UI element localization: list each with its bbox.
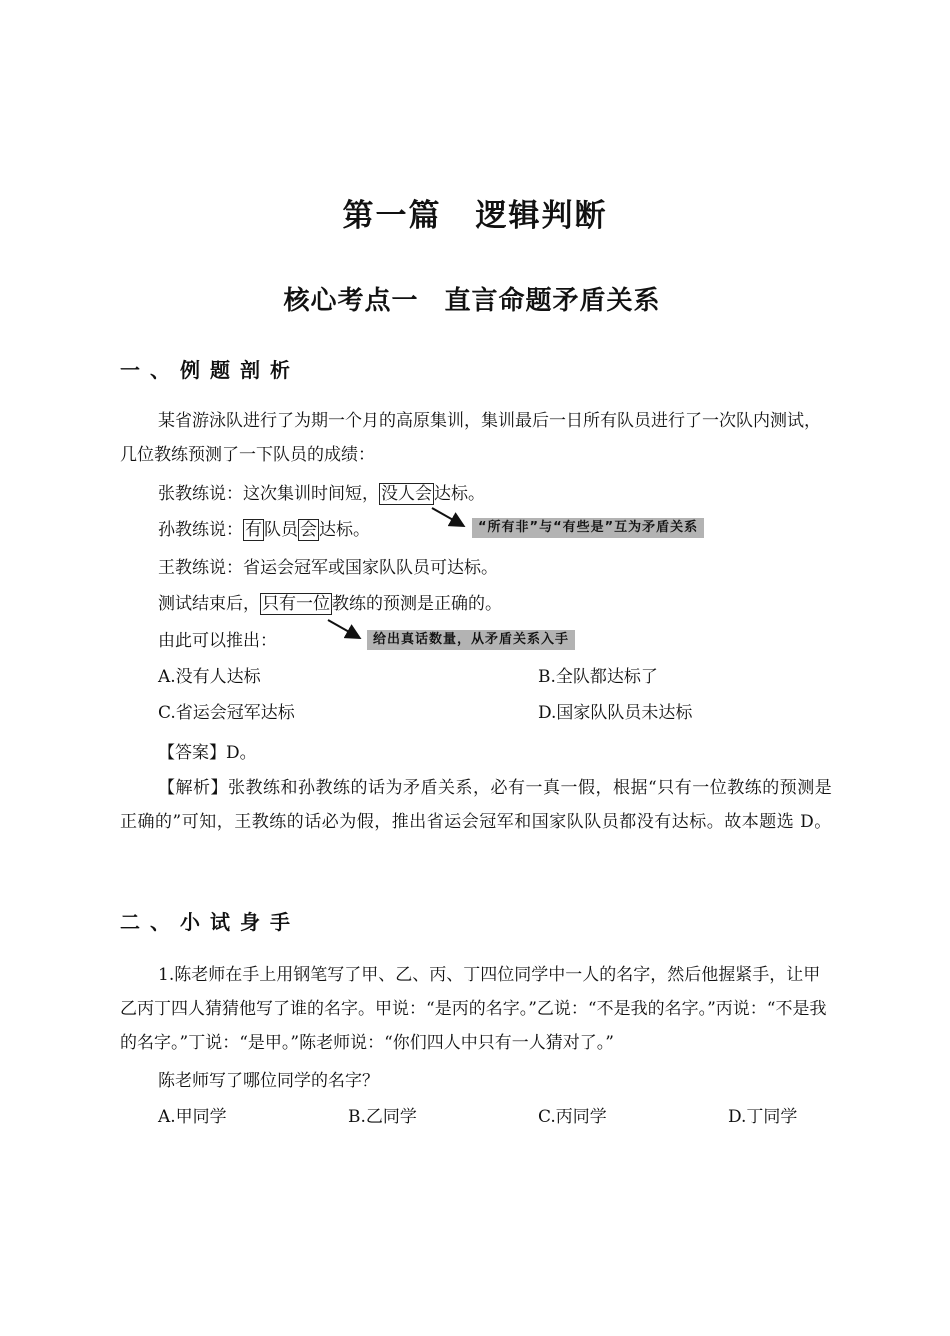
- practice-ask: 陈老师写了哪位同学的名字？: [158, 1071, 379, 1091]
- highlight-box-will: 会: [300, 520, 317, 540]
- practice-option-b: B.乙同学: [348, 1107, 417, 1127]
- arrow-icon-note1: [430, 505, 470, 531]
- practice-question: 1.陈老师在手上用钢笔写了甲、乙、丙、丁四位同学中一人的名字，然后他握紧手，让甲乙丙丁四人猜猜他写了谁的名字。甲说：“是丙的名字。”乙说：“不是我的名字。”丙说：“不是我的名字。”丁说：“是甲。”陈老师说：“你们四人中只有一人猜对了。”: [120, 965, 827, 1053]
- highlight-box-no-one: 没人会: [381, 484, 432, 504]
- analysis: 【解析】张教练和孙教练的话为矛盾关系，必有一真一假，根据“只有一位教练的预测是正确的”可知，王教练的话必为假，推出省运会冠军和国家队队员都没有达标。故本题选 D。: [120, 778, 833, 832]
- highlight-box-have: 有: [245, 520, 262, 540]
- annotation-truth-count: 给出真话数量，从矛盾关系入手: [367, 630, 575, 650]
- practice-option-c: C.丙同学: [538, 1107, 607, 1127]
- topic-title: 核心考点一 直言命题矛盾关系: [283, 286, 661, 316]
- line-infer: 由此可以推出：: [158, 631, 277, 651]
- section-heading-examples: 一、例题剖析: [120, 358, 300, 382]
- line-wang: 王教练说：省运会冠军或国家队队员可达标。: [158, 558, 498, 578]
- annotation-contradiction: “所有非”与“有些是”互为矛盾关系: [472, 518, 704, 538]
- option-a: A.没有人达标: [158, 667, 261, 687]
- line-sun: 孙教练说： 有 队员 会 达标。: [158, 520, 370, 540]
- part-title: 第一篇 逻辑判断: [342, 198, 608, 234]
- line-zhang: 张教练说：这次集训时间短， 没人会 达标。: [158, 484, 485, 504]
- line-result: 测试结束后， 只有一位 教练的预测是正确的。: [158, 594, 502, 614]
- practice-option-a: A.甲同学: [158, 1107, 227, 1127]
- highlight-box-only-one: 只有一位: [262, 594, 330, 614]
- option-b: B.全队都达标了: [538, 667, 658, 687]
- section-heading-practice: 二、小试身手: [120, 910, 300, 934]
- arrow-icon-note2: [326, 617, 366, 643]
- option-d: D.国家队队员未达标: [538, 703, 693, 723]
- option-c: C.省运会冠军达标: [158, 703, 295, 723]
- example-intro: 某省游泳队进行了为期一个月的高原集训，集训最后一日所有队员进行了一次队内测试，几位教练预测了一下队员的成绩：: [120, 411, 821, 465]
- answer: 【答案】D。: [158, 743, 257, 763]
- practice-option-d: D.丁同学: [728, 1107, 798, 1127]
